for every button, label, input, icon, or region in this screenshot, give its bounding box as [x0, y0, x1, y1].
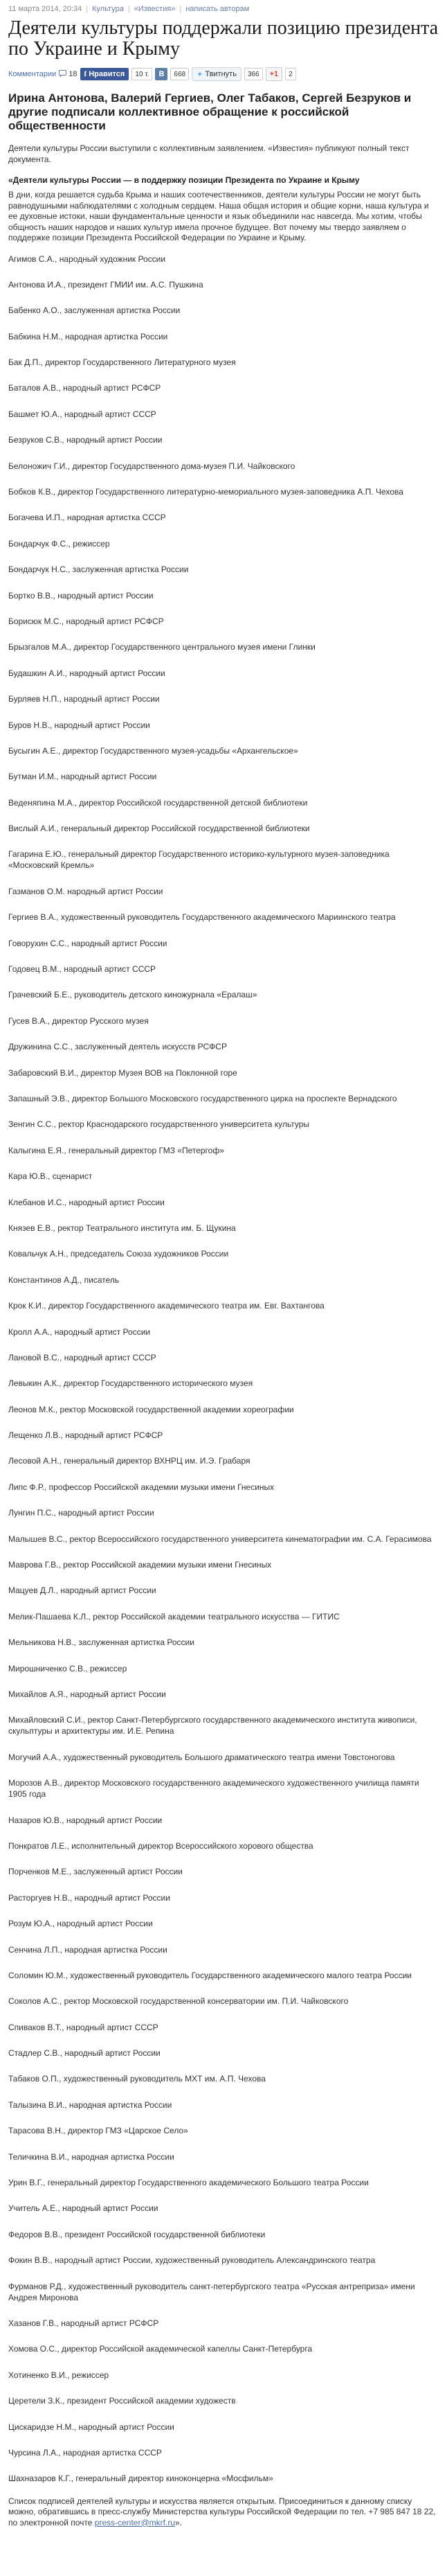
- signatory-item: Порченков М.Е., заслуженный артист России: [8, 1867, 183, 1877]
- signatory-item: Расторгуев Н.В., народный артист России: [8, 1892, 170, 1903]
- signatory-item: Гергиев В.А., художественный руководитель Государственного академического Мариинского театра: [8, 912, 396, 923]
- signatory-item: Соколов А.С., ректор Московской государственной консерватории им. П.И. Чайковского: [8, 1996, 349, 2007]
- source-link[interactable]: «Известия»: [134, 5, 176, 13]
- signatory-item: Кролл А.А., народный артист России: [8, 1326, 151, 1337]
- contact-text: Список подписей деятелей культуры и искусства является открытым. Присоединиться к данному списку можно, обратившись в пресс-службу Министерства культуры Российской Федерации по тел. +7 985 847 18 22, по электронной почте: [8, 2496, 436, 2528]
- comments-link[interactable]: Комментарии: [8, 70, 57, 78]
- signatory-item: Бондарчук Ф.С., режиссер: [8, 538, 110, 549]
- signatory-item: Будашкин А.И., народный артист России: [8, 668, 165, 678]
- signatory-item: Шахназаров К.Г., генеральный директор киноконцерна «Мосфильм»: [8, 2473, 273, 2484]
- facebook-like-count: 10 т.: [131, 68, 152, 80]
- signatory-item: Буров Н.В., народный артист России: [8, 720, 150, 730]
- signatory-item: Мелик-Пашаева К.Л., ректор Российской академии театрального искусства — ГИТИС: [8, 1611, 340, 1622]
- google-plus-count: 2: [285, 68, 296, 80]
- signatory-item: Хотиненко В.И., режиссер: [8, 2370, 109, 2380]
- signatory-item: Князев Е.В., ректор Театрального института им. Б. Щукина: [8, 1223, 236, 1233]
- signatory-item: Мацуев Д.Л., народный артист России: [8, 1585, 156, 1596]
- signatory-item: Забаровский В.И., директор Музея ВОВ на Поклонной горе: [8, 1067, 237, 1078]
- signatory-item: Газманов О.М. народный артист России: [8, 886, 163, 896]
- signatory-item: Фурманов Р.Д., художественный руководитель санкт-петербургского театра «Русская антреприза» имени Андрея Миронова: [8, 2281, 415, 2302]
- article-lead: Деятели культуры России выступили с коллективным заявлением. «Известия» публикуют полный текст документа.: [8, 143, 410, 164]
- comments-count: 18: [69, 70, 77, 78]
- signatory-item: Морозов А.В., директор Московского государственного академического художественного училища памяти 1905 года: [8, 1778, 419, 1800]
- signatory-item: Агимов С.А., народный художник России: [8, 254, 166, 264]
- signatory-item: Дружинина С.С., заслуженный деятель искусств РСФСР: [8, 1042, 227, 1052]
- category-link[interactable]: Культура: [92, 5, 124, 13]
- signatory-item: Бабкина Н.М., народная артистка России: [8, 331, 168, 341]
- signatory-item: Веденяпина М.А., директор Российской государственной детской библиотеки: [8, 797, 308, 808]
- signatory-item: Бортко В.В., народный артист России: [8, 590, 154, 601]
- signatory-item: Лановой В.С., народный артист СССР: [8, 1352, 156, 1362]
- signatory-item: Калыгина Е.Я., генеральный директор ГМЗ «Петергоф»: [8, 1145, 224, 1155]
- appeal-body: В дни, когда решается судьба Крыма и наших соотечественников, деятели культуры России не могут быть равнодушными наблюдателями с холодным сердцем. Наша общая история и общие корни, наша культура и ее духовные истоки, наши фундаментальные ценности и язык объединили нас навсегда. Мы хотим, чтобы общность наших народов и наших культур имела прочное будущее. Вот почему мы твердо заявляем о поддержке позиции Президента Российской Федерации по Украине и Крыму.: [8, 190, 429, 242]
- facebook-like-button[interactable]: [80, 68, 129, 80]
- contact-paragraph: [8, 2496, 439, 2529]
- meta-separator: |: [86, 5, 89, 13]
- signatory-item: Лещенко Л.В., народный артист РСФСР: [8, 1430, 163, 1441]
- signatory-list: [8, 254, 439, 2485]
- signatory-item: Хазанов Г.В., народный артист РСФСР: [8, 2318, 159, 2328]
- signatory-item: Михайловский С.И., ректор Санкт-Петербургского государственного академического института живописи, скульптуры и архитектуры им. И.Е. Репина: [8, 1715, 417, 1736]
- facebook-like-label: Нравится: [89, 70, 125, 78]
- signatory-item: Бабенко А.О., заслуженная артистка России: [8, 305, 181, 316]
- signatory-item: Талызина В.И., народная артистка России: [8, 2099, 172, 2110]
- facebook-icon: f: [84, 70, 87, 78]
- signatory-item: Вислый А.И., генеральный директор Российской государственной библиотеки: [8, 824, 310, 834]
- signatory-item: Антонова И.А., президент ГМИИ им. А.С. Пушкина: [8, 279, 203, 290]
- signatory-item: Церетели З.К., президент Российской академии художеств: [8, 2396, 236, 2406]
- vk-share-button[interactable]: [155, 68, 167, 80]
- article-date: 11 марта 2014, 20:34: [8, 5, 82, 13]
- twitter-icon: ✦: [197, 70, 203, 79]
- signatory-item: Брызгалов М.А., директор Государственного центрального музея имени Глинки: [8, 642, 316, 652]
- page-title: Деятели культуры поддержали позицию президента по Украине и Крыму: [8, 17, 439, 60]
- signatory-item: Гусев В.А., директор Русского музея: [8, 1015, 149, 1026]
- signatory-item: Хомова О.С., директор Российской академической капеллы Санкт-Петербурга: [8, 2344, 313, 2354]
- signatory-item: Бобков К.В., директор Государственного литературно-мемориального музея-заповедника А.П. Чехова: [8, 487, 403, 497]
- signatory-item: Липс Ф.Р., профессор Российской академии музыки имени Гнесиных: [8, 1482, 275, 1492]
- signatory-item: Говорухин С.С., народный артист России: [8, 938, 167, 948]
- contact-end: ».: [174, 2517, 182, 2528]
- signatory-item: Розум Ю.А., народный артист России: [8, 1919, 153, 1929]
- article-subtitle: Ирина Антонова, Валерий Гергиев, Олег Табаков, Сергей Безруков и другие подписали коллективное обращение к российской общественности: [8, 91, 412, 132]
- write-authors-link[interactable]: написать авторам: [185, 5, 250, 13]
- twitter-tweet-button[interactable]: [192, 67, 241, 81]
- social-toolbar: [8, 66, 439, 82]
- google-plus-button[interactable]: +1: [266, 67, 283, 81]
- signatory-item: Могучий А.А., художественный руководитель Большого драматического театра имени Товстоногова: [8, 1752, 395, 1762]
- signatory-item: Безруков С.В., народный артист России: [8, 435, 163, 445]
- signatory-item: Бурляев Н.П., народный артист России: [8, 694, 160, 704]
- meta-separator: |: [127, 5, 130, 13]
- signatory-item: Гагарина Е.Ю., генеральный директор Государственного историко-культурного музея-заповедника «Московский Кремль»: [8, 849, 390, 871]
- signatory-item: Грачевский Б.Е., руководитель детского киножурнала «Ералаш»: [8, 990, 257, 1000]
- signatory-item: Теличкина В.И., народная артистка России: [8, 2151, 174, 2162]
- signatory-item: Баталов А.В., народный артист РСФСР: [8, 383, 161, 393]
- signatory-item: Мирошниченко С.В., режиссер: [8, 1663, 127, 1673]
- signatory-item: Спиваков В.Т., народный артист СССР: [8, 2022, 158, 2032]
- signatory-item: Бак Д.П., директор Государственного Литературного музея: [8, 357, 236, 368]
- contact-email-link[interactable]: press-center@mkrf.ru: [94, 2517, 175, 2528]
- signatory-item: Борисюк М.С., народный артист РСФСР: [8, 616, 164, 626]
- signatory-item: Маврова Г.В., ректор Российской академии музыки имени Гнесиных: [8, 1560, 272, 1570]
- signatory-item: Цискаридзе Н.М., народный артист России: [8, 2422, 174, 2432]
- signatory-item: Соломин Ю.М., художественный руководитель Государственного академического малого театра России: [8, 1970, 412, 1980]
- comments-block: [8, 68, 77, 80]
- signatory-item: Константинов А.Д., писатель: [8, 1274, 120, 1285]
- signatory-item: Чурсина Л.А., народная артистка СССР: [8, 2447, 162, 2458]
- signatory-item: Зенгин С.С., ректор Краснодарского государственного университета культуры: [8, 1119, 309, 1130]
- vk-icon: В: [158, 70, 165, 78]
- signatory-item: Кара Ю.В., сценарист: [8, 1171, 93, 1182]
- signatory-item: Годовец В.М., народный артист СССР: [8, 964, 156, 975]
- signatory-item: Тарасова В.Н., директор ГМЗ «Царское Село»: [8, 2126, 188, 2136]
- signatory-item: Бутман И.М., народный артист России: [8, 772, 157, 782]
- signatory-item: Леонов М.К., ректор Московской государственной академии хореографии: [8, 1404, 294, 1414]
- signatory-item: Малышев В.С., ректор Всероссийского государственного университета кинематографии им. С.А. Герасимова: [8, 1534, 432, 1544]
- meta-separator: |: [179, 5, 182, 13]
- signatory-item: Фокин В.В., народный артист России, художественный руководитель Александринского театра: [8, 2255, 376, 2266]
- article-meta: [8, 4, 439, 14]
- signatory-item: Стадлер С.В., народный артист России: [8, 2048, 161, 2059]
- vk-share-count: 668: [170, 68, 189, 80]
- signatory-item: Лунгин П.С., народный артист России: [8, 1508, 154, 1518]
- signatory-item: Лесовой А.Н., генеральный директор ВХНРЦ им. И.Э. Грабаря: [8, 1456, 250, 1466]
- signatory-item: Крок К.И., директор Государственного академического театра им. Евг. Вахтангова: [8, 1301, 325, 1311]
- signatory-item: Левыкин А.К., директор Государственного исторического музея: [8, 1378, 253, 1389]
- comment-icon: [59, 70, 66, 79]
- signatory-item: Урин В.Г., генеральный директор Государственного академического Большого театра России: [8, 2178, 369, 2188]
- signatory-item: Табаков О.П., художественный руководитель МХТ им. А.П. Чехова: [8, 2074, 266, 2084]
- signatory-item: Богачева И.П., народная артистка СССР: [8, 513, 166, 523]
- signatory-item: Запашный Э.В., директор Большого Московского государственного цирка на проспекте Вернадского: [8, 1094, 397, 1103]
- signatory-item: Учитель А.Е., народный артист России: [8, 2203, 158, 2214]
- appeal-heading: «Деятели культуры России — в поддержку позиции Президента по Украине и Крыму: [8, 175, 360, 185]
- signatory-item: Бондарчук Н.С., заслуженная артистка России: [8, 565, 189, 575]
- signatory-item: Мельникова Н.В., заслуженная артистка России: [8, 1637, 194, 1648]
- signatory-item: Михайлов А.Я., народный артист России: [8, 1689, 166, 1699]
- signatory-item: Сенчина Л.П., народная артистка России: [8, 1944, 167, 1955]
- signatory-item: Назаров Ю.В., народный артист России: [8, 1815, 163, 1825]
- signatory-item: Белоножич Г.И., директор Государственного дома-музея П.И. Чайковского: [8, 461, 295, 471]
- signatory-item: Ковальчук А.Н., председатель Союза художников России: [8, 1249, 229, 1259]
- twitter-tweet-label: Твитнуть: [205, 70, 237, 78]
- signatory-item: Федоров В.В., президент Российской государственной библиотеки: [8, 2229, 266, 2239]
- signatory-item: Клебанов И.С., народный артист России: [8, 1197, 165, 1207]
- twitter-tweet-count: 366: [244, 68, 263, 80]
- signatory-item: Понкратов Л.Е., исполнительный директор Всероссийского хорового общества: [8, 1840, 313, 1851]
- signatory-item: Бусыгин А.Е., директор Государственного музея-усадьбы «Архангельское»: [8, 745, 298, 756]
- signatory-item: Башмет Ю.А., народный артист СССР: [8, 409, 156, 419]
